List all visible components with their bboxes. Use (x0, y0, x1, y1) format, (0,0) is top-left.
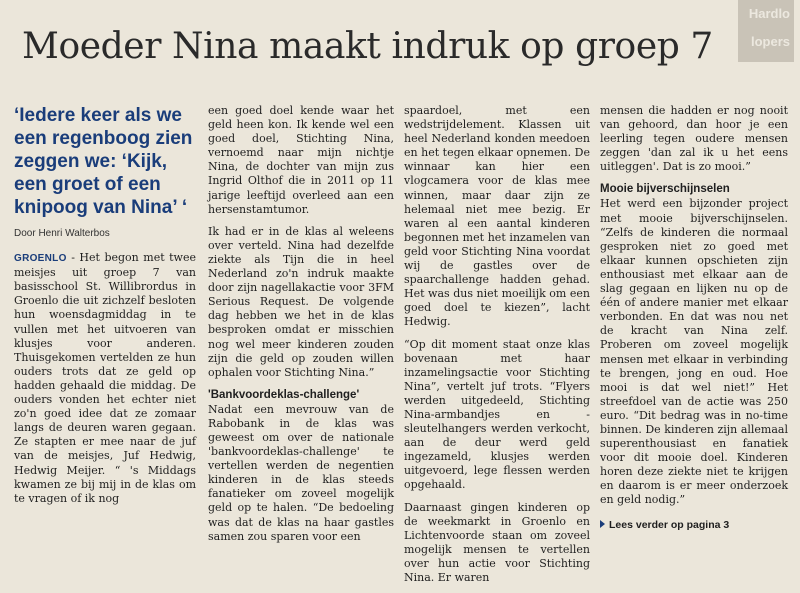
read-more-link[interactable] (600, 518, 788, 532)
dateline: GROENLO (14, 253, 67, 265)
column-4 (600, 104, 788, 532)
corner-heading-fragment: Hardlo lopers (738, 0, 794, 62)
arrow-right-icon (600, 520, 605, 528)
column-1 (14, 104, 196, 514)
column-2 (208, 104, 394, 552)
paragraph: Daarnaast gingen kinderen op de weekmarkt in Groenlo en Lichtenvoorde staan om zoveel mogelijk mensen te vertellen over hun actie voor Stichting Nina. Er waren (404, 500, 590, 584)
paragraph-text: - Het begon met twee meisjes uit groep 7 van basisschool St. Willibrordus in Groenlo die uit zichzelf besloten hun woensdagmiddag in te vullen met het uitvoeren van klusjes voor anderen. Thuisgekomen vertelden ze hun ouders trots dat ze geld op hadden gehaald die middag. De ouders vonden het echter niet zo'n goed idee dat ze zomaar langs de deuren waren gegaan. Ze stapten er mee naar de juf van de meisjes, Juf Hedwig, Hedwig Meijer. “ 's Middags kwamen ze bij mij in de klas om te vragen of ik nog (14, 251, 196, 505)
byline: Door Henri Walterbos (14, 228, 110, 239)
paragraph: een goed doel kende waar het geld heen kon. Ik kende wel een goed doel, Stichting Nina, vernoemd naar mijn nichtje Nina, de dochter van mijn zus Ingrid Olthof die in 2011 op 11 jarige leeftijd overleed aan een hersenstamtumor. (208, 104, 394, 216)
subheading: Mooie bijverschijnselen (600, 183, 730, 196)
pull-quote: ‘Iedere keer als we een regenboog zien zeggen we: ‘Kijk, een groet of een knipoog van Nina’ ‘ (14, 105, 193, 218)
paragraph: spaardoel, met een wedstrijdelement. Klassen uit heel Nederland konden meedoen en het tegen elkaar opnemen. De winnaar kan hier een vlogcamera voor de klas mee winnen, maar daar zijn ze helemaal niet mee bezig. Er waren al een aantal kinderen begonnen met het inzamelen van geld voor Stichting Nina voordat wij de gastles over de spaarchallenge hadden gehad. Het was dus niet moeilijk om een goed doel te kiezen”, lacht Hedwig. (404, 104, 590, 329)
paragraph: mensen die hadden er nog nooit van gehoord, dan hoor je een leerling tegen oudere mensen zeggen 'dan zal ik u het eens uitleggen'. Dat is zo mooi.” (600, 104, 788, 174)
read-more-label: Lees verder op pagina 3 (609, 518, 730, 531)
article-headline: Moeder Nina maakt indruk op groep 7 (22, 26, 713, 67)
subheading: 'Bankvoordeklas-challenge' (208, 388, 360, 401)
paragraph: Ik had er in de klas al weleens over verteld. Nina had dezelfde ziekte als Tijn die in heel Nederland zo'n indruk maakte door zijn nagellakactie voor 3FM Serious Request. De volgende dag hebben we het in de klas besproken omdat er misschien nog wel meer kinderen zouden zijn die geld op zouden willen ophalen voor Stichting Nina.” (208, 224, 394, 379)
paragraph: Nadat een mevrouw van de Rabobank in de klas was geweest om over de nationale 'bankvoordeklas-challenge' te vertellen werden de negentien kinderen in de klas steeds fanatieker om zoveel mogelijk geld op te halen. “De bedoeling was dat de klas na haar gastles samen zou sparen voor een (208, 402, 394, 543)
column-3 (404, 104, 590, 593)
paragraph: “Op dit moment staat onze klas bovenaan met haar inzamelingsactie voor Stichting Nina”, vertelt juf trots. “Flyers werden uitgedeeld, Stichting Nina-armbandjes en -sleutelhangers werden verkocht, aan de deur werd geld ingezameld, klusjes werden uitgevoerd, lege flessen werden opgehaald. (404, 337, 590, 492)
paragraph: Het werd een bijzonder project met mooie bijverschijnselen. “Zelfs de kinderen die normaal gesproken niet zo goed met elkaar kunnen opschieten zijn enthousiast met elkaar aan de slag gegaan en lijken nu op de één of andere manier met elkaar verbonden. En dat was nou net de kracht van Nina zelf. Proberen om zoveel mogelijk mensen met elkaar in verbinding te brengen, jong en oud. Hoe mooi is dat wel niet!” Het streefdoel van de actie was 250 euro. “Dit bedrag was in no-time binnen. De kinderen zijn allemaal superenthousiast en fanatiek voor dit mooie doel. Kinderen horen deze ziekte niet te krijgen en daarom is er meer onderzoek en geld nodig.” (600, 197, 788, 507)
paragraph (14, 251, 196, 506)
